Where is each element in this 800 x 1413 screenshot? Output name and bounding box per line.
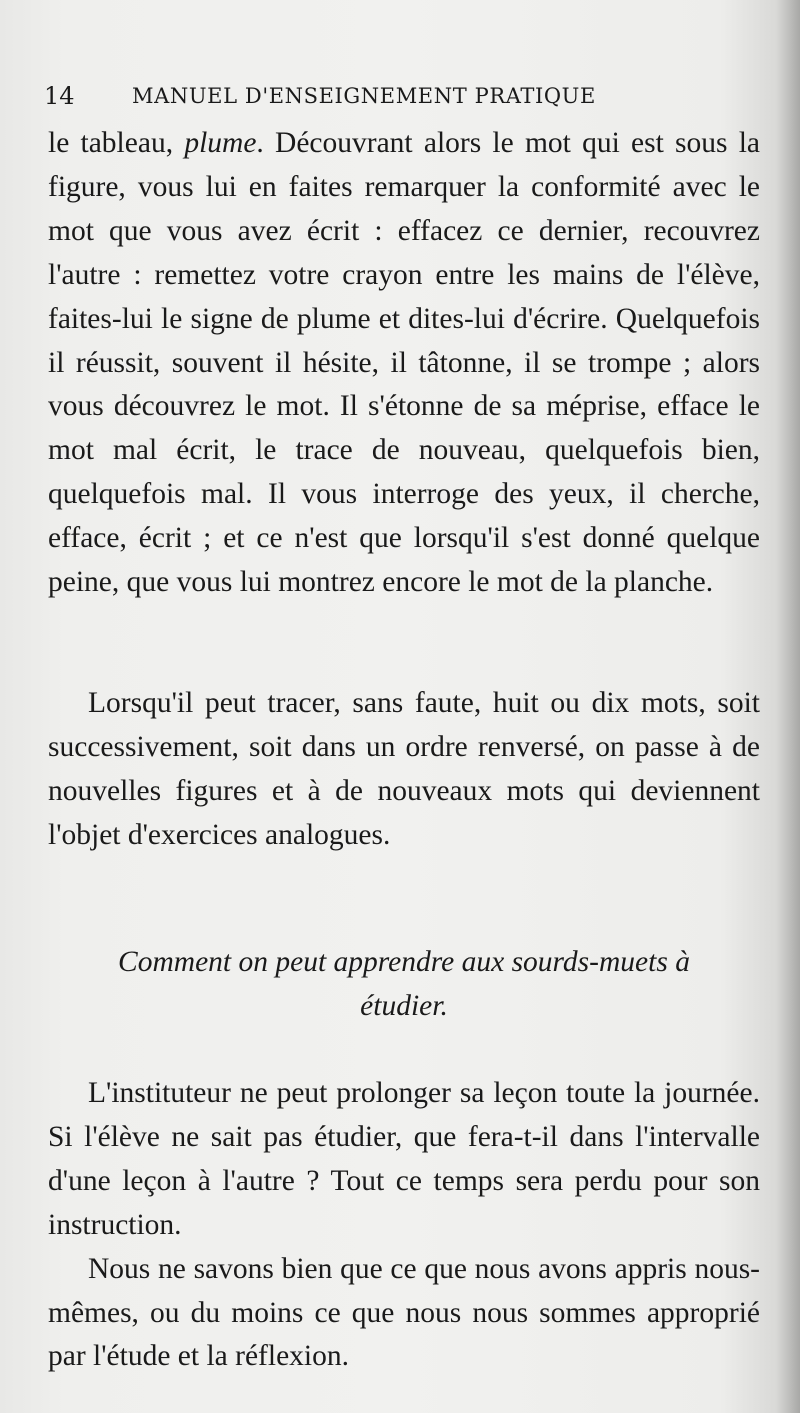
paragraph-2: [48, 682, 760, 858]
section-heading-line-1: Comment on peut apprendre aux sourds-muets à: [118, 946, 690, 978]
section-body: [48, 1072, 760, 1379]
section-heading-line-2: étudier.: [360, 990, 448, 1022]
paragraph-continuation: [48, 122, 760, 605]
paragraph-2-text: Lorsqu'il peut tracer, sans faute, huit ou dix mots, soit successivement, soit dans un ordre renversé, on passe à de nouvelles figures et à de nouveaux mots qui deviennent l'objet d'exercices analogues.: [48, 687, 760, 851]
paragraph-1-rest: . Découvrant alors le mot qui est sous la figure, vous lui en faites remarquer la conformité avec le mot que vous avez écrit : effacez ce dernier, recouvrez l'autre : remettez votre crayon entre les mains de l'élève, faites-lui le signe de plume et dites-lui d'écrire. Quelquefois il réussit, souvent il hésite, il tâtonne, il se trompe ; alors vous découvrez le mot. Il s'étonne de sa méprise, efface le mot mal écrit, le trace de nouveau, quelquefois bien, quelquefois mal. Il vous interroge des yeux, il cherche, efface, écrit ; et ce n'est que lorsqu'il s'est donné quelque peine, que vous lui montrez encore le mot de la planche.: [48, 127, 760, 599]
paragraph-1-italic-word: plume: [184, 127, 257, 159]
paragraph-1-start: le tableau,: [48, 127, 185, 159]
page-header: [44, 80, 764, 112]
section-paragraph-1: L'instituteur ne peut prolonger sa leçon toute la journée. Si l'élève ne sait pas étudier, que fera-t-il dans l'intervalle d'une leçon à l'autre ? Tout ce temps sera perdu pour son instruction.: [48, 1077, 760, 1241]
section-heading: [48, 940, 760, 1028]
page-number: 14: [44, 82, 75, 110]
section-paragraph-2: Nous ne savons bien que ce que nous avons appris nous-mêmes, ou du moins ce que nous nous sommes approprié par l'étude et la réflexion.: [48, 1252, 760, 1373]
running-title: MANUEL D'ENSEIGNEMENT PRATIQUE: [132, 84, 596, 108]
